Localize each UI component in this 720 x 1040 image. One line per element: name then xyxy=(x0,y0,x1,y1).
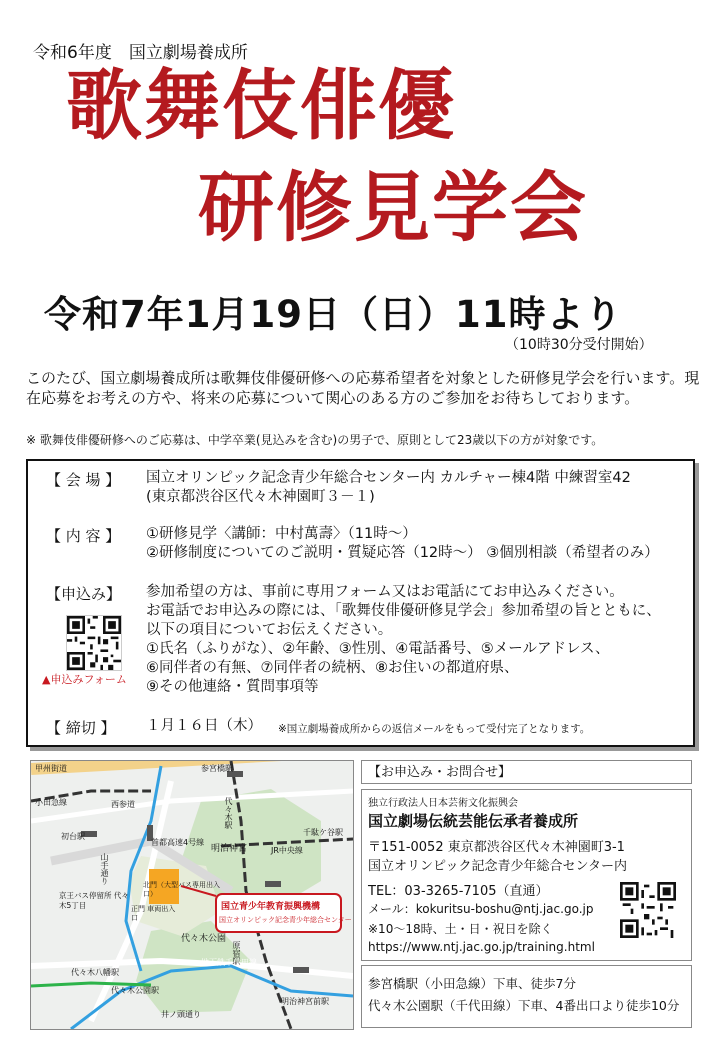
map-station-harajuku: 原宿駅 xyxy=(232,941,241,965)
map-label-meiji-shrine: 明治神宮 xyxy=(211,844,248,854)
apply-line-1: 参加希望の方は、事前に専用フォーム又はお電話にてお申込みください。 xyxy=(146,584,624,600)
map-callout-line-1: 国立青少年教育振興機構 xyxy=(221,902,321,912)
map-label-yamate: 山手通り xyxy=(100,853,109,885)
map-station-yoyogi-hachiman: 代々木八幡駅 xyxy=(71,968,119,977)
apply-line-2: お電話でお申込みの際には、「歌舞伎俳優研修見学会」参加希望の旨とともに、 xyxy=(146,603,661,619)
content-line-2: ②研修制度についてのご説明・質疑応答（12時～） ③個別相談（希望者のみ） xyxy=(146,545,659,561)
contact-tel[interactable]: TEL：03-3265-7105（直通） xyxy=(368,884,549,899)
map-label-odakyu: 小田急線 xyxy=(35,798,67,807)
reception-time: （10時30分受付開始） xyxy=(505,337,653,353)
deadline-note: ※国立劇場養成所からの返信メールをもって受付完了となります。 xyxy=(278,723,591,735)
map-station-meiji-jingumae: 明治神宮前駅 xyxy=(281,997,329,1006)
map-station-yoyogi-koen: 代々木公園駅 xyxy=(111,986,159,995)
access-box xyxy=(361,965,692,1028)
venue-label: 【 会 場 】 xyxy=(46,471,121,489)
contact-address-1: 〒151-0052 東京都渋谷区代々木神園町3-1 xyxy=(368,840,625,855)
apply-label: 【申込み】 xyxy=(46,585,122,603)
venue-line-1: 国立オリンピック記念青少年総合センター内 カルチャー棟4階 中練習室42 xyxy=(146,470,631,486)
map-label-koshu: 甲州街道 xyxy=(35,764,67,773)
intro-text: このたび、国立劇場養成所は歌舞伎俳優研修への応募希望者を対象とした研修見学会を行います。現在応募をお考えの方や、将来の応募について関心のある方のご参加をお待ちしております。 xyxy=(26,369,700,407)
access-map xyxy=(30,760,354,1030)
map-station-sendagaya: 千駄ケ谷駅 xyxy=(303,828,343,837)
map-label-north-gate: 北門（大型バス専用出入口） xyxy=(143,881,220,898)
apply-line-4: ①氏名（ふりがな）、②年齢、③性別、④電話番号、⑤メールアドレス、 xyxy=(146,641,610,657)
event-date: 令和7年1月19日（日）11時より xyxy=(44,293,623,336)
map-label-expressway: 首都高速4号線 xyxy=(151,838,205,847)
contact-address-2: 国立オリンピック記念青少年総合センター内 xyxy=(368,859,627,874)
contact-hours: ※10～18時、土・日・祝日を除く xyxy=(368,922,553,936)
contact-box xyxy=(361,789,692,961)
organization-name: 国立劇場伝統芸能伝承者養成所 xyxy=(368,812,579,830)
map-label-bus-stop: 京王バス停留所 代々木5丁目 xyxy=(59,891,129,910)
map-label-yoyogi-park: 代々木公園 xyxy=(181,934,227,944)
map-station-yoyogi: 代々木駅 xyxy=(224,797,233,829)
apply-form-qr-label: ▲申込みフォーム xyxy=(42,673,127,686)
access-line-2: 代々木公園駅（千代田線）下車、4番出口より徒歩10分 xyxy=(368,998,680,1013)
map-station-sangubashi: 参宮橋駅 xyxy=(201,764,233,773)
contact-url[interactable]: https://www.ntj.jac.go.jp/training.html xyxy=(368,940,595,954)
deadline-label: 【 締切 】 xyxy=(46,719,116,737)
access-line-1: 参宮橋駅（小田急線）下車、徒歩7分 xyxy=(368,976,576,991)
map-callout-line-2: 国立オリンピック記念青少年総合センター xyxy=(219,916,352,924)
deadline-date: １月１６日（木） xyxy=(146,718,262,734)
apply-line-5: ⑥同伴者の有無、⑦同伴者の続柄、⑧お住いの都道府県、 xyxy=(146,660,519,676)
eligibility-note: ※ 歌舞伎俳優研修へのご応募は、中学卒業(見込みを含む)の男子で、原則として23歳以下の方が対象です。 xyxy=(26,433,604,447)
contact-email[interactable]: メール：kokuritsu-boshu@ntj.jac.go.jp xyxy=(368,902,594,916)
map-label-nishisando: 西参道 xyxy=(111,800,135,809)
organization-parent: 独立行政法人日本芸術文化振興会 xyxy=(368,798,518,809)
contact-qr-code[interactable] xyxy=(620,882,676,938)
content-label: 【 内 容 】 xyxy=(46,527,121,545)
map-label-inokashira: 井ノ頭通り xyxy=(161,1010,201,1019)
venue-line-2: (東京都渋谷区代々木神園町３－１) xyxy=(146,489,375,505)
main-title-line-2: 研修見学会 xyxy=(198,163,588,252)
info-box xyxy=(26,459,695,747)
year-line: 令和6年度 国立劇場養成所 xyxy=(33,43,248,63)
map-label-subway: 地下鉄千代田線 xyxy=(201,958,257,967)
apply-form-qr-code[interactable] xyxy=(66,615,122,671)
apply-line-3: 以下の項目についてお伝えください。 xyxy=(146,622,393,638)
apply-line-6: ⑨その他連絡・質問事項等 xyxy=(146,679,319,695)
map-label-main-gate: 正門 車両出入口 xyxy=(131,905,176,922)
contact-heading: 【お申込み・お問合せ】 xyxy=(361,760,692,784)
map-label-jr: JR中央線 xyxy=(271,846,303,855)
content-line-1: ①研修見学〈講師：中村萬壽〉（11時～） xyxy=(146,526,417,542)
map-station-hatsudai: 初台駅 xyxy=(61,832,85,841)
main-title-line-1: 歌舞伎俳優 xyxy=(66,61,456,150)
